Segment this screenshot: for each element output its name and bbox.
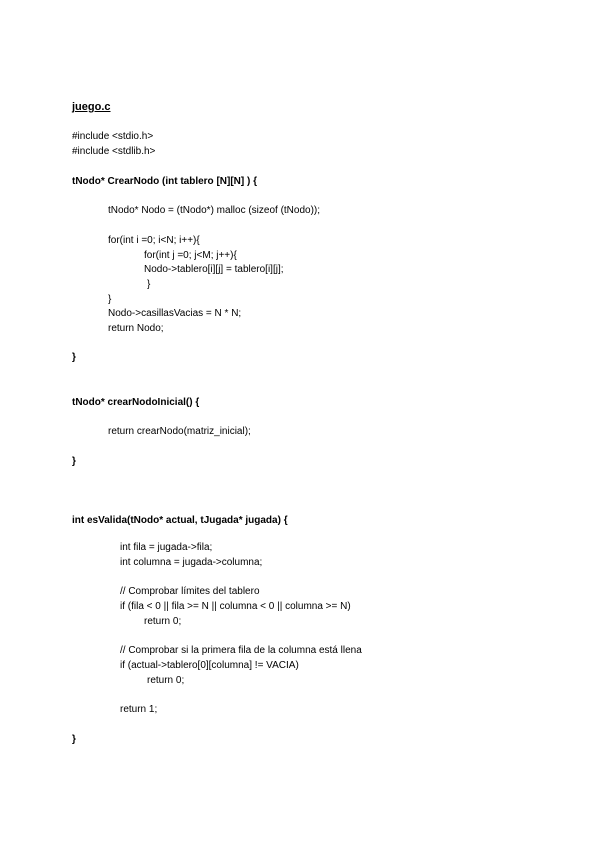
- code-line-comment-limites: // Comprobar límites del tablero: [120, 586, 260, 597]
- code-line-int-columna: int columna = jugada->columna;: [120, 557, 263, 568]
- code-line-return-0-a: return 0;: [144, 616, 182, 627]
- code-line-malloc: tNodo* Nodo = (tNodo*) malloc (sizeof (tNodo));: [108, 205, 321, 216]
- code-line-int-fila: int fila = jugada->fila;: [120, 542, 213, 553]
- code-line-include-stdio: #include <stdio.h>: [72, 131, 154, 142]
- code-line-for-j: for(int j =0; j<M; j++){: [144, 250, 237, 261]
- code-line-esvalida-signature: int esValida(tNodo* actual, tJugada* jugada) {: [72, 515, 288, 526]
- code-line-return-0-b: return 0;: [147, 675, 185, 686]
- code-line-crearnodo-signature: tNodo* CrearNodo (int tablero [N][N] ) {: [72, 176, 257, 187]
- code-line-close-esvalida: }: [72, 734, 76, 745]
- code-line-for-i: for(int i =0; i<N; i++){: [108, 235, 200, 246]
- code-line-close-crearnodoinicial: }: [72, 456, 76, 467]
- code-line-close-crearnodo: }: [72, 352, 76, 363]
- code-line-crearnodoinicial-signature: tNodo* crearNodoInicial() {: [72, 397, 200, 408]
- code-line-return-1: return 1;: [120, 704, 158, 715]
- code-line-include-stdlib: #include <stdlib.h>: [72, 146, 156, 157]
- code-line-close-for-i: }: [108, 294, 112, 305]
- code-line-comment-llena: // Comprobar si la primera fila de la columna está llena: [120, 645, 362, 656]
- code-line-close-for-j: }: [147, 279, 151, 290]
- code-line-if-limites: if (fila < 0 || fila >= N || columna < 0 || columna >= N): [120, 601, 351, 612]
- file-title: juego.c: [72, 101, 111, 113]
- code-line-return-nodo: return Nodo;: [108, 323, 164, 334]
- code-line-casillas-vacias: Nodo->casillasVacias = N * N;: [108, 308, 242, 319]
- code-line-return-crearnodo: return crearNodo(matriz_inicial);: [108, 426, 251, 437]
- code-line-if-vacia: if (actual->tablero[0][columna] != VACIA): [120, 660, 299, 671]
- code-line-copy-tablero: Nodo->tablero[i][j] = tablero[i][j];: [144, 264, 284, 275]
